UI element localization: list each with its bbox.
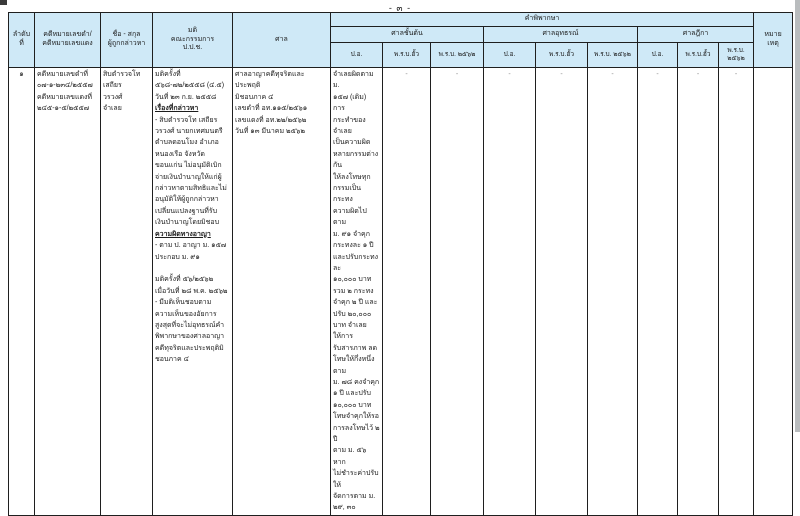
header-court-supreme: ศาลฎีกา: [638, 27, 754, 43]
header-fi-criminal-code: ป.อ.: [331, 43, 383, 68]
header-no: ลำดับ ที่: [9, 13, 35, 68]
header-sp-bid-rigging-act: พ.ร.บ.ฮั้ว: [678, 43, 719, 68]
cell-sp-act-2562: -: [719, 68, 754, 516]
header-nacc-resolution: มติ คณะกรรมการ ป.ป.ช.: [153, 13, 233, 68]
header-case-number: คดีหมายเลขดำ/ คดีหมายเลขแดง: [35, 13, 101, 68]
header-ap-bid-rigging-act: พ.ร.บ.ฮั้ว: [536, 43, 588, 68]
page-right-edge: [795, 0, 800, 432]
cell-fi-act-2562: -: [431, 68, 484, 516]
cell-fi-criminal-code: จำเลยผิดตาม ม. ๑๕๗ (เดิม) การ กระทำของจำเลย เป็นความผิด หลายกรรมต่างกัน ให้ลงโทษทุก กรรมเป็นกระทง ความผิดไป ตาม ม. ๙๑ จำคุก กระทงละ ๑ ปี และปรับกระทงละ ๑๐,๐๐๐ บาท รวม ๒ กระทง จำคุก ๒ ปี และ ปรับ ๒๐,๐๐๐ บาท จำเลยให้การ รับสารภาพ ลด โทษให้กึ่งหนึ่ง ตาม ม. ๗๘ คงจำคุก ๑ ปี และปรับ ๑๐,๐๐๐ บาท โทษจำคุกให้รอ การลงโทษไว้ ๒ ปี ตาม ม. ๕๖ หาก ไม่ชำระค่าปรับให้ จัดการตาม ม. ๒๙, ๓๐: [331, 68, 383, 516]
header-court-first-instance: ศาลชั้นต้น: [331, 27, 484, 43]
cell-remark: [754, 68, 793, 516]
header-fi-act-2562: พ.ร.บ. ๒๕๖๒: [431, 43, 484, 68]
header-judgment: คำพิพากษา: [331, 13, 754, 27]
cell-accused-name: สิบตำรวจโท เสถียร วรวงศ์ จำเลย: [101, 68, 153, 516]
cell-sp-criminal-code: -: [638, 68, 678, 516]
cell-ap-act-2562: -: [588, 68, 638, 516]
header-fi-bid-rigging-act: พ.ร.บ.ฮั้ว: [383, 43, 431, 68]
table-header: [9, 13, 793, 68]
header-ap-act-2562: พ.ร.บ. ๒๕๖๒: [588, 43, 638, 68]
header-sp-criminal-code: ป.อ.: [638, 43, 678, 68]
cell-fi-bid-rigging: -: [383, 68, 431, 516]
header-accused-name: ชื่อ - สกุล ผู้ถูกกล่าวหา: [101, 13, 153, 68]
cell-nacc-resolution: มติครั้งที่ ๕๖๘-๗๒/๒๕๕๘ (๔.๕) วันที่ ๒๓ ก.ย. ๒๕๕๘ เรื่องที่กล่าวหา - สิบตำรวจโท เสถียร วรวงศ์ นายกเทศมนตรี ตำบลดอนโมง อำเภอ หนองเรือ จังหวัด ขอนแก่น ไม่อนุมัติเบิก จ่ายเงินบำนาญให้แก่ผู้ กล่าวหาตามสิทธิและไม่ อนุมัติให้ผู้ถูกกล่าวหา เปลี่ยนแปลงฐานที่รับ เงินบำนาญโดยมิชอบ ความผิดทางอาญา - ตาม ป. อาญา ม. ๑๕๗ ประกอบ ม. ๙๑ มติครั้งที่ ๕๖/๒๕๖๒ เมื่อวันที่ ๒๘ พ.ค. ๒๕๖๒ - มีมติเห็นชอบตาม ความเห็นของอัยการ สูงสุดที่จะไม่อุทธรณ์คำ พิพากษาของศาลอาญา คดีทุจริตและประพฤติมิ ชอบภาค ๔: [153, 68, 233, 516]
table-row: [9, 68, 793, 516]
cell-sp-bid-rigging: -: [678, 68, 719, 516]
header-sp-act-2562: พ.ร.บ. ๒๕๖๒: [719, 43, 754, 68]
cell-court: ศาลอาญาคดีทุจริตและประพฤติ มิชอบภาค ๔ เลขดำที่ อท.๑๑๕/๒๕๖๑ เลขแดงที่ อท.๒๒/๒๕๖๒ วันที่ ๑๓ มีนาคม ๒๕๖๒: [233, 68, 331, 516]
header-ap-criminal-code: ป.อ.: [484, 43, 536, 68]
header-court-appeal: ศาลอุทธรณ์: [484, 27, 638, 43]
judgment-table: [8, 12, 793, 516]
page-number: - ๓ -: [388, 3, 412, 13]
cell-case-number: คดีหมายเลขดำที่ ๐๗-๑-๒๓๔/๒๕๕๗ คดีหมายเลขแดงที่ ๒๔๕-๑-๕/๒๕๕๗: [35, 68, 101, 516]
header-remark: หมาย เหตุ: [754, 13, 793, 68]
header-court: ศาล: [233, 13, 331, 68]
scan-corner-artifact: [0, 0, 7, 5]
cell-ap-criminal-code: -: [484, 68, 536, 516]
cell-ap-bid-rigging: -: [536, 68, 588, 516]
cell-row-number: ๑: [9, 68, 35, 516]
